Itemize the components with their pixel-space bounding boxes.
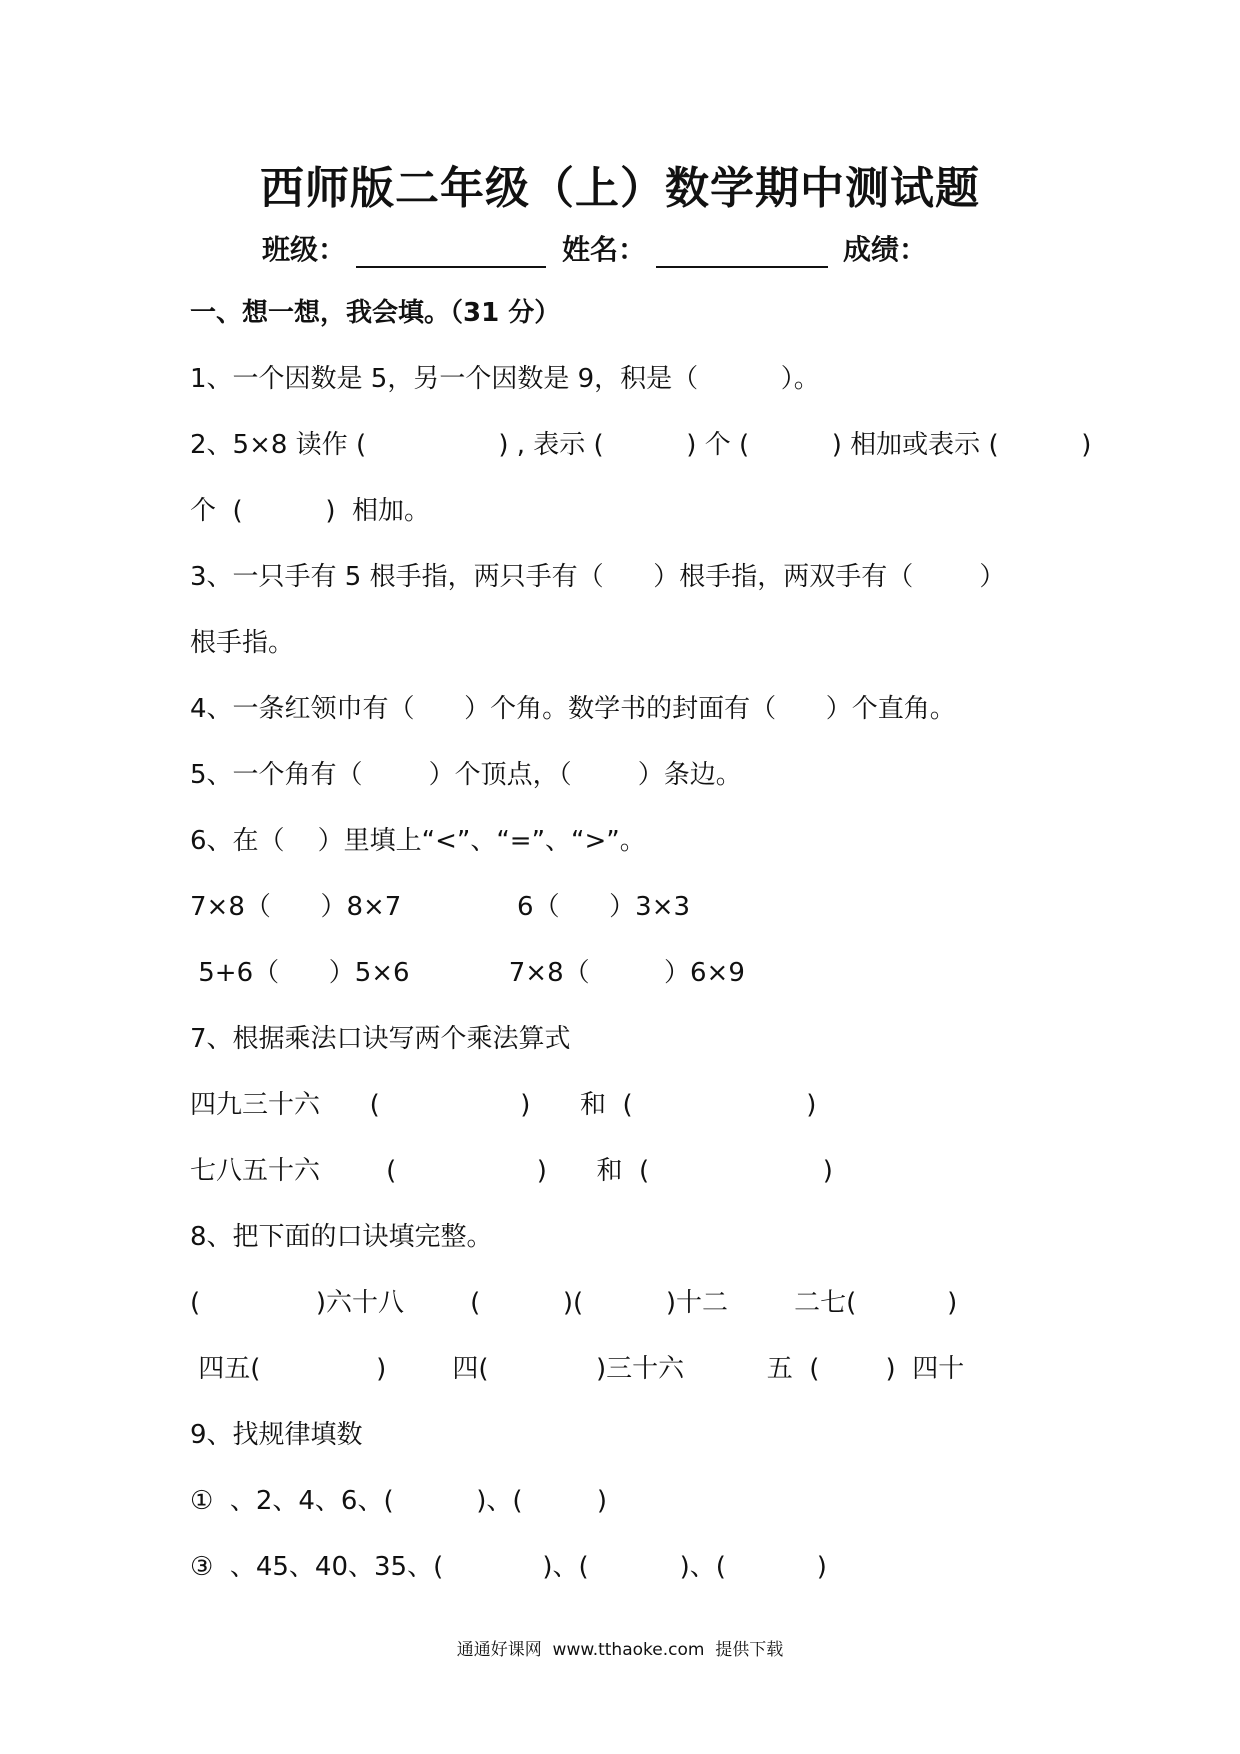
footer-credit: 通通好课网 www.tthaoke.com 提供下载: [456, 1640, 784, 1660]
question-line: 1、一个因数是 5，另一个因数是 9，积是（ ）。: [190, 364, 820, 394]
question-line: ( )六十八 ( )( )十二 二七( ): [190, 1288, 958, 1318]
question-line: 6、在（ ）里填上“<”、“=”、“>”。: [190, 826, 646, 856]
question-line: 5、一个角有（ ）个顶点，（ ）条边。: [190, 760, 742, 790]
question-line: 3、一只手有 5 根手指，两只手有（ ）根手指，两双手有（ ）: [190, 562, 1006, 592]
page-title: 西师版二年级（上）数学期中测试题: [260, 163, 980, 214]
name-label: 姓名：: [562, 233, 647, 266]
question-line: 四五( ) 四( )三十六 五 ( ) 四十: [190, 1354, 965, 1384]
question-line: 9、找规律填数: [190, 1420, 363, 1450]
question-line: 七八五十六 ( ) 和 ( ): [190, 1156, 833, 1186]
name-blank: [656, 266, 828, 268]
question-line: 2、5×8 读作 ( ) , 表示 ( ) 个 ( ) 相加或表示 ( ): [190, 430, 1092, 460]
question-line: 5+6（ ）5×6 7×8（ ）6×9: [190, 958, 745, 988]
question-line: 根手指。: [190, 628, 295, 658]
question-line: 8、把下面的口诀填完整。: [190, 1222, 493, 1252]
score-label: 成绩：: [843, 233, 928, 266]
question-line: ① 、2、4、6、( )、( ): [190, 1486, 608, 1516]
question-line: 7×8（ ）8×7 6（ ）3×3: [190, 892, 691, 922]
question-line: 四九三十六 ( ) 和 ( ): [190, 1090, 817, 1120]
question-line: 个 ( ) 相加。: [190, 496, 430, 526]
question-line: ③ 、45、40、35、( )、( )、( ): [190, 1552, 827, 1582]
question-line: 7、根据乘法口诀写两个乘法算式: [190, 1024, 571, 1054]
question-line: 4、一条红领巾有（ ）个角。数学书的封面有（ ）个直角。: [190, 694, 956, 724]
class-label: 班级：: [262, 233, 347, 266]
section-heading: 一、想一想，我会填。（31 分）: [190, 298, 561, 328]
class-blank: [356, 266, 546, 268]
